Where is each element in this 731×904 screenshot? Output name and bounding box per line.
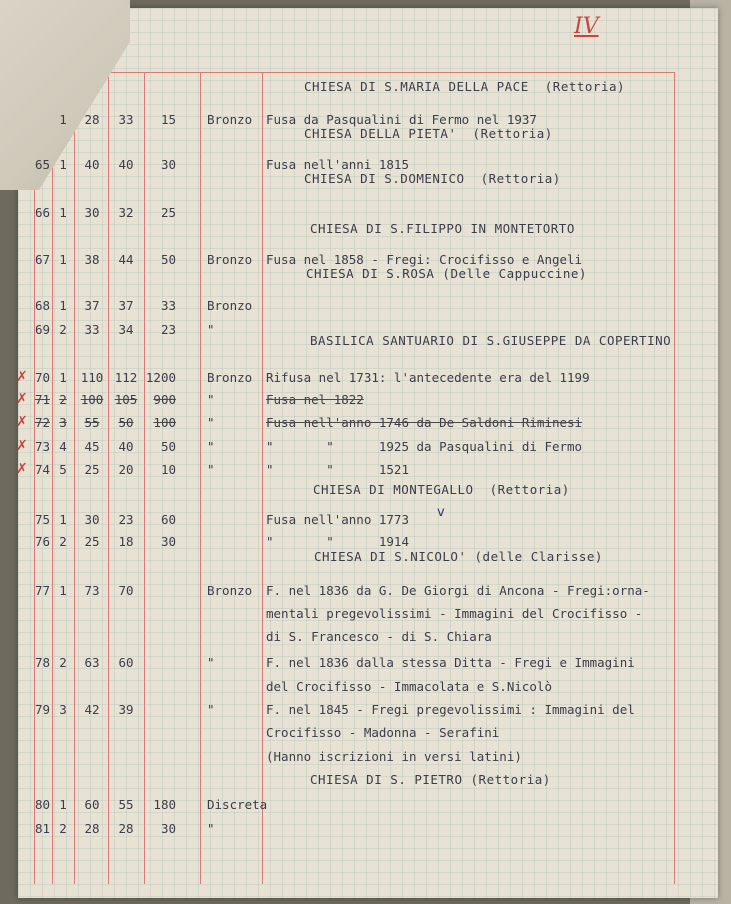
dimension-a: 73 (84, 583, 100, 598)
column-rule (674, 72, 675, 884)
weight: 25 (160, 205, 176, 220)
row-number: 81 (34, 821, 50, 836)
description: Fusa nel 1822 (266, 392, 364, 407)
dimension-a: 25 (84, 534, 100, 549)
section-title: CHIESA DI S. PIETRO (Rettoria) (310, 772, 551, 787)
dimension-b: 60 (118, 655, 134, 670)
row-number: 71 (34, 392, 50, 407)
dimension-a: 37 (84, 298, 100, 313)
bell-count: 1 (59, 298, 67, 313)
dimension-a: 38 (84, 252, 100, 267)
weight: 60 (160, 512, 176, 527)
row-number: 68 (34, 298, 50, 313)
dimension-b: 44 (118, 252, 134, 267)
row-number: 69 (34, 322, 50, 337)
bell-count: 1 (59, 583, 67, 598)
column-rule (52, 72, 53, 884)
section-title: BASILICA SANTUARIO DI S.GIUSEPPE DA COPERTINO (310, 333, 672, 348)
bell-count: 3 (59, 702, 67, 717)
dimension-a: 63 (84, 655, 100, 670)
dimension-a: 100 (80, 392, 104, 407)
row-number: 80 (34, 797, 50, 812)
section-title: CHIESA DI S.FILIPPO IN MONTETORTO (310, 221, 575, 236)
dimension-b: 32 (118, 205, 134, 220)
column-rule (108, 72, 109, 884)
weight: 50 (160, 252, 176, 267)
red-cross-mark: ✗ (16, 369, 28, 385)
red-cross-mark: ✗ (16, 391, 28, 407)
material: " (207, 655, 215, 670)
bell-count: 1 (59, 205, 67, 220)
description: di S. Francesco - di S. Chiara (266, 629, 492, 644)
row-number: 76 (34, 534, 50, 549)
bell-count: 2 (59, 534, 67, 549)
description: Fusa nell'anni 1815 (266, 157, 409, 172)
section-title: CHIESA DI S.DOMENICO (Rettoria) (304, 171, 561, 186)
description: Fusa nell'anno 1773 (266, 512, 409, 527)
weight: 30 (160, 157, 176, 172)
dimension-a: 30 (84, 512, 100, 527)
check-tick-mark: v (437, 505, 445, 520)
bell-count: 1 (59, 112, 67, 127)
dimension-b: 112 (114, 370, 138, 385)
bell-count: 2 (59, 392, 67, 407)
weight: 10 (160, 462, 176, 477)
dimension-b: 37 (118, 298, 134, 313)
material: " (207, 415, 215, 430)
bell-count: 1 (59, 252, 67, 267)
dimension-b: 18 (118, 534, 134, 549)
dimension-b: 40 (118, 439, 134, 454)
page-number-mark: IV (574, 14, 599, 39)
dimension-a: 33 (84, 322, 100, 337)
description: F. nel 1845 - Fregi pregevolissimi : Immagini del (266, 702, 635, 717)
dimension-a: 110 (80, 370, 104, 385)
weight: 15 (160, 112, 176, 127)
red-cross-mark: ✗ (16, 438, 28, 454)
bell-count: 1 (59, 512, 67, 527)
bell-count: 5 (59, 462, 67, 477)
material: Bronzo (207, 298, 253, 313)
weight: 100 (153, 415, 176, 430)
dimension-b: 50 (118, 415, 134, 430)
dimension-a: 42 (84, 702, 100, 717)
material: " (207, 702, 215, 717)
description: Fusa da Pasqualini di Fermo nel 1937 (266, 112, 537, 127)
description: " " 1521 (266, 462, 409, 477)
section-title: CHIESA DI S.MARIA DELLA PACE (Rettoria) (304, 79, 626, 94)
section-title: CHIESA DI S.NICOLO' (delle Clarisse) (314, 549, 603, 564)
column-rule (200, 72, 201, 884)
description: mentali pregevolissimi - Immagini del Crocifisso - (266, 606, 643, 621)
material: Bronzo (207, 252, 253, 267)
section-title: CHIESA DI MONTEGALLO (Rettoria) (313, 482, 570, 497)
material: " (207, 821, 215, 836)
material: " (207, 462, 215, 477)
bell-count: 2 (59, 322, 67, 337)
section-title: CHIESA DI S.ROSA (Delle Cappuccine) (306, 266, 587, 281)
dimension-a: 28 (84, 112, 100, 127)
dimension-b: 40 (118, 157, 134, 172)
column-rule (144, 72, 145, 884)
section-title: CHIESA DELLA PIETA' (Rettoria) (304, 126, 553, 141)
row-number: 65 (34, 157, 50, 172)
material: Bronzo (207, 583, 253, 598)
description: del Crocifisso - Immacolata e S.Nicolò (266, 679, 552, 694)
top-rule (34, 72, 674, 73)
dimension-a: 55 (84, 415, 100, 430)
description: Crocifisso - Madonna - Serafini (266, 725, 500, 740)
dimension-a: 60 (84, 797, 100, 812)
dimension-b: 105 (114, 392, 138, 407)
description: " " 1914 (266, 534, 409, 549)
dimension-b: 39 (118, 702, 134, 717)
row-number: 75 (34, 512, 50, 527)
weight: 900 (153, 392, 176, 407)
row-number: 78 (34, 655, 50, 670)
material: " (207, 392, 215, 407)
material: Bronzo (207, 370, 253, 385)
row-number: 77 (34, 583, 50, 598)
dimension-a: 30 (84, 205, 100, 220)
bell-count: 1 (59, 797, 67, 812)
weight: 1200 (145, 370, 176, 385)
dimension-a: 45 (84, 439, 100, 454)
bell-count: 2 (59, 821, 67, 836)
dimension-b: 70 (118, 583, 134, 598)
row-number: 74 (34, 462, 50, 477)
row-number: 79 (34, 702, 50, 717)
weight: 30 (160, 534, 176, 549)
red-cross-mark: ✗ (16, 414, 28, 430)
dimension-b: 33 (118, 112, 134, 127)
dimension-b: 28 (118, 821, 134, 836)
row-number: 67 (34, 252, 50, 267)
description: Fusa nell'anno 1746 da De Saldoni Riminesi (266, 415, 583, 430)
dimension-a: 40 (84, 157, 100, 172)
dimension-a: 25 (84, 462, 100, 477)
red-cross-mark: ✗ (16, 461, 28, 477)
dimension-a: 28 (84, 821, 100, 836)
material: " (207, 322, 215, 337)
bell-count: 4 (59, 439, 67, 454)
bell-count: 1 (59, 157, 67, 172)
bell-count: 1 (59, 370, 67, 385)
weight: 50 (160, 439, 176, 454)
bell-count: 2 (59, 655, 67, 670)
weight: 23 (160, 322, 176, 337)
row-number: 72 (34, 415, 50, 430)
dimension-b: 34 (118, 322, 134, 337)
bell-count: 3 (59, 415, 67, 430)
description: (Hanno iscrizioni in versi latini) (266, 749, 522, 764)
dimension-b: 20 (118, 462, 134, 477)
column-rule (74, 72, 75, 884)
dimension-b: 23 (118, 512, 134, 527)
row-number: 73 (34, 439, 50, 454)
description: Fusa nel 1858 - Fregi: Crocifisso e Angeli (266, 252, 583, 267)
weight: 180 (153, 797, 176, 812)
description: Rifusa nel 1731: l'antecedente era del 1199 (266, 370, 590, 385)
row-number: 66 (34, 205, 50, 220)
material: Discreta (207, 797, 268, 812)
material: Bronzo (207, 112, 253, 127)
column-rule (262, 72, 263, 884)
description: F. nel 1836 dalla stessa Ditta - Fregi e Immagini (266, 655, 635, 670)
column-rule (34, 72, 35, 884)
material: " (207, 439, 215, 454)
description: F. nel 1836 da G. De Giorgi di Ancona - Fregi:orna- (266, 583, 650, 598)
dimension-b: 55 (118, 797, 134, 812)
weight: 30 (160, 821, 176, 836)
description: " " 1925 da Pasqualini di Fermo (266, 439, 583, 454)
weight: 33 (160, 298, 176, 313)
row-number: 70 (34, 370, 50, 385)
